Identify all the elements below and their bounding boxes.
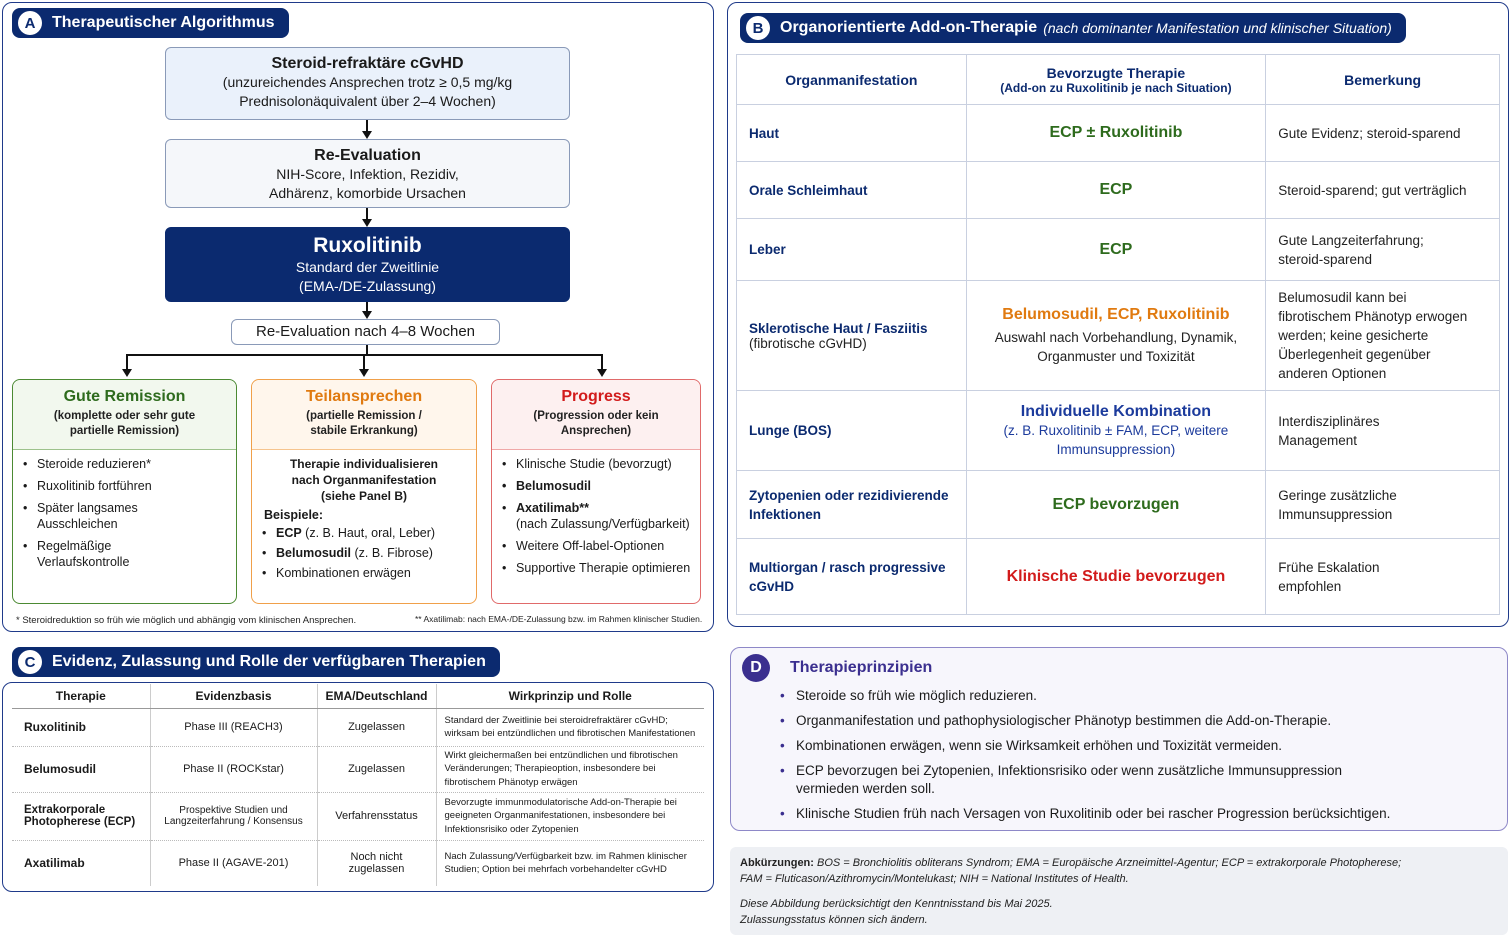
panel-c-title: Evidenz, Zulassung und Rolle der verfügbaren Therapien <box>52 653 486 670</box>
axatilimab-label: Axatilimab** <box>516 501 589 515</box>
therapy-cell: ECP <box>966 162 1266 219</box>
header-organ: Organmanifestation <box>737 55 967 105</box>
therapy-cell: Klinische Studie bevorzugen <box>966 539 1266 615</box>
panel-b-subtitle: (nach dominanter Manifestation und klinischer Situation) <box>1043 20 1392 36</box>
remark-cell: Gute Evidenz; steroid-sparend <box>1266 105 1500 162</box>
remark-cell: Geringe zusätzliche Immunsuppression <box>1266 471 1500 539</box>
arrow-3-head <box>362 311 372 319</box>
role-cell: Standard der Zweitlinie bei steroidrefraktärer cGvHD; wirksam bei entzündlichen und fibrotischen Manifestationen <box>436 708 704 746</box>
header-therapy-sub: (Add-on zu Ruxolitinib je nach Situation) <box>1000 80 1232 95</box>
axatilimab-note: (nach Zulassung/Verfügbarkeit) <box>516 517 690 531</box>
evidence-cell: Prospektive Studien und Langzeiterfahrung / Konsensus <box>150 792 317 840</box>
list-item: • Supportive Therapie optimieren <box>502 560 692 576</box>
list-item: • Klinische Studien früh nach Versagen von Ruxolitinib oder bei rascher Progression berücksichtigen. <box>778 805 1478 823</box>
therapy-cell: ECP bevorzugen <box>966 471 1266 539</box>
approval-cell: Verfahrensstatus <box>317 792 436 840</box>
panel-b-title: Organorientierte Add-on-Therapie <box>780 19 1038 36</box>
table-header-row <box>737 55 1500 105</box>
evidence-cell: Phase III (REACH3) <box>150 708 317 746</box>
steroid-refractory-line1: (unzureichendes Ansprechen trotz ≥ 0,5 mg/kg <box>222 74 513 90</box>
re-evaluation-line1: NIH-Score, Infektion, Rezidiv, <box>276 166 459 182</box>
therapy-cell: ECP ± Ruxolitinib <box>966 105 1266 162</box>
panel-a-header <box>12 8 289 38</box>
table-row <box>12 708 704 746</box>
examples-label: Beispiele: <box>264 508 324 522</box>
outcome-partial-response-sub2: stabile Erkrankung) <box>310 425 418 437</box>
branch-right-head <box>597 369 607 377</box>
panel-d-header <box>742 654 932 682</box>
organ-cell <box>737 281 967 391</box>
arrow-2-head <box>362 219 372 227</box>
list-item: • Ruxolitinib fortführen <box>23 478 228 494</box>
outcome-partial-response-title: Teilansprechen <box>305 388 423 405</box>
panel-a-letter: A <box>18 11 42 35</box>
abbr-note2: Zulassungsstatus können sich ändern. <box>740 914 928 926</box>
list-item: • Regelmäßige Verlaufskontrolle <box>23 538 143 570</box>
panel-d-title: Therapieprinzipien <box>790 659 933 676</box>
footnote-steroid: * Steroidreduktion so früh wie möglich und abhängig vom klinischen Ansprechen. <box>16 615 357 626</box>
steroid-refractory-line2: Prednisolonäquivalent über 2–4 Wochen) <box>239 93 496 109</box>
re-evaluation-4-8-box <box>231 319 500 345</box>
outcome-progress-sub2: Ansprechen) <box>560 425 632 437</box>
header-role: Wirkprinzip und Rolle <box>436 684 704 708</box>
list-item: • Weitere Off-label-Optionen <box>502 538 692 554</box>
therapy-cell: Axatilimab <box>12 840 150 886</box>
ruxolitinib-title: Ruxolitinib <box>313 234 422 257</box>
table-row <box>737 281 1500 391</box>
ruxolitinib-line1: Standard der Zweitlinie <box>295 259 440 275</box>
re-evaluation-4-8-label: Re-Evaluation nach 4–8 Wochen <box>255 323 476 340</box>
therapy-cell: Ruxolitinib <box>12 708 150 746</box>
table-row <box>12 792 704 840</box>
abbr-line1 <box>740 855 1498 871</box>
individualize-line1: Therapie individualisieren <box>289 457 439 471</box>
list-item: • Klinische Studie (bevorzugt) <box>502 456 692 472</box>
list-item <box>502 500 692 532</box>
outcome-partial-response-list <box>252 525 476 581</box>
therapy-name: Individuelle Kombination <box>1020 402 1212 420</box>
organ-cell: Lunge (BOS) <box>737 391 967 471</box>
evidence-table <box>12 684 704 886</box>
list-item: • Organmanifestation und pathophysiologischer Phänotyp bestimmen die Add-on-Therapie. <box>778 712 1478 730</box>
header-approval: EMA/Deutschland <box>317 684 436 708</box>
approval-cell: Zugelassen <box>317 746 436 792</box>
remark-cell: Belumosudil kann bei fibrotischem Phänotyp erwogen werden; keine gesicherte Überlegenheit gegenüber anderen Optionen <box>1266 281 1500 391</box>
item-rest: (z. B. Haut, oral, Leber) <box>301 526 436 540</box>
therapy-cell <box>966 281 1266 391</box>
list-item: • Steroide reduzieren* <box>23 456 228 472</box>
item-rest: (z. B. Fibrose) <box>351 546 433 560</box>
header-therapy-title: Bevorzugte Therapie <box>1046 64 1186 81</box>
remark-cell: Steroid-sparend; gut verträglich <box>1266 162 1500 219</box>
list-item: • ECP bevorzugen bei Zytopenien, Infektionsrisiko oder wenn zusätzliche Immunsuppression vermieden werden soll. <box>778 762 1368 798</box>
steroid-refractory-box <box>165 47 570 120</box>
principles-list <box>778 687 1478 830</box>
therapy-cell: Belumosudil <box>12 746 150 792</box>
abbr-label: Abkürzungen: <box>740 857 814 869</box>
panel-b-header <box>740 13 1406 43</box>
table-row <box>12 840 704 886</box>
outcome-partial-response-head <box>252 380 476 450</box>
table-row <box>737 539 1500 615</box>
abbr-text2: FAM = Fluticason/Azithromycin/Montelukast; NIH = National Institutes of Health. <box>740 873 1129 885</box>
role-cell: Nach Zulassung/Verfügbarkeit bzw. im Rahmen klinischer Studien; Option bei mehrfach vorbehandelter cGvHD <box>436 840 704 886</box>
organ-cell: Orale Schleimhaut <box>737 162 967 219</box>
outcome-progress-list <box>492 456 700 576</box>
outcome-progress-title: Progress <box>561 388 631 405</box>
table-row <box>737 219 1500 281</box>
individualize-text <box>252 456 476 504</box>
item-bold: ECP <box>276 526 302 540</box>
evidence-cell: Phase II (ROCKstar) <box>150 746 317 792</box>
outcome-good-remission-title: Gute Remission <box>63 388 186 405</box>
role-cell: Bevorzugte immunmodulatorische Add-on-Therapie bei geeigneten Organmanifestationen, insbesondere bei Infektionsrisiko oder Zytopenien <box>436 792 704 840</box>
list-item <box>262 545 468 561</box>
individualize-line2: nach Organmanifestation <box>291 473 437 487</box>
list-item: • Steroide so früh wie möglich reduzieren. <box>778 687 1478 705</box>
outcome-progress <box>491 379 701 604</box>
table-header-row <box>12 684 704 708</box>
branch-mid <box>363 354 365 370</box>
header-therapy: Therapie <box>12 684 150 708</box>
header-evidence: Evidenzbasis <box>150 684 317 708</box>
organ-cell: Leber <box>737 219 967 281</box>
arrow-1-head <box>362 131 372 139</box>
panel-d-letter: D <box>742 654 770 682</box>
abbreviations-box <box>730 847 1508 935</box>
panel-b-letter: B <box>746 16 770 40</box>
ruxolitinib-box <box>165 227 570 302</box>
panel-c-header <box>12 647 500 677</box>
remark-cell: Gute Langzeiterfahrung; steroid-sparend <box>1266 219 1500 281</box>
remark-cell: Frühe Eskalation empfohlen <box>1266 539 1500 615</box>
re-evaluation-line2: Adhärenz, komorbide Ursachen <box>269 185 466 201</box>
table-row <box>737 471 1500 539</box>
outcome-good-remission-head <box>13 380 236 450</box>
header-remark: Bemerkung <box>1266 55 1500 105</box>
remark-cell: Interdisziplinäres Management <box>1266 391 1500 471</box>
organ-name: Sklerotische Haut / Fasziitis <box>749 320 928 336</box>
list-item <box>262 525 468 541</box>
outcome-partial-response-sub1: (partielle Remission / <box>306 410 422 422</box>
approval-cell: Zugelassen <box>317 708 436 746</box>
panel-c-letter: C <box>18 650 42 674</box>
role-cell: Wirkt gleichermaßen bei entzündlichen und fibrotischen Veränderungen; Therapieoption, insbesondere bei fibrotischem Phänotyp erwägen <box>436 746 704 792</box>
branch-right <box>601 354 603 370</box>
individualize-line3: (siehe Panel B) <box>320 489 408 503</box>
outcome-progress-head <box>492 380 700 450</box>
outcome-progress-sub1: (Progression oder kein <box>533 410 659 422</box>
list-item: • Später langsames Ausschleichen <box>23 500 153 532</box>
outcome-good-remission-sub1: (komplette oder sehr gute <box>53 410 196 422</box>
therapy-sub: (z. B. Ruxolitinib ± FAM, ECP, weitere Immunsuppression) <box>1003 422 1229 457</box>
therapy-cell: ECP <box>966 219 1266 281</box>
abbr-note1: Diese Abbildung berücksichtigt den Kenntnisstand bis Mai 2025. <box>740 898 1053 910</box>
therapy-sub: Auswahl nach Vorbehandlung, Dynamik, Organmuster und Toxizität <box>994 329 1238 364</box>
approval-cell: Noch nicht zugelassen <box>317 840 436 886</box>
footnote-axatilimab: ** Axatilimab: nach EMA-/DE-Zulassung bzw. im Rahmen klinischer Studien. <box>415 614 703 624</box>
branch-mid-head <box>359 369 369 377</box>
outcome-good-remission-list <box>13 456 236 570</box>
abbr-text1: BOS = Bronchiolitis obliterans Syndrom; EMA = Europäische Arzneimittel-Agentur; ECP = extrakorporale Photopherese; <box>813 857 1402 869</box>
organ-cell: Zytopenien oder rezidivierende Infektionen <box>737 471 967 539</box>
table-row <box>737 105 1500 162</box>
organ-therapy-table <box>736 54 1500 615</box>
list-item: • Belumosudil <box>502 478 692 494</box>
table-row <box>12 746 704 792</box>
ruxolitinib-line2: (EMA-/DE-Zulassung) <box>299 278 436 294</box>
organ-sub: (fibrotische cGvHD) <box>749 335 867 351</box>
re-evaluation-box <box>165 139 570 208</box>
table-row <box>737 162 1500 219</box>
re-evaluation-title: Re-Evaluation <box>314 147 421 164</box>
branch-left-head <box>122 369 132 377</box>
therapy-name: Belumosudil, ECP, Ruxolitinib <box>1002 305 1230 323</box>
therapy-cell: Extrakorporale Photopherese (ECP) <box>12 792 150 840</box>
outcome-partial-response <box>251 379 477 604</box>
outcome-good-remission-sub2: partielle Remission) <box>69 425 180 437</box>
item-bold: Belumosudil <box>276 546 352 560</box>
branch-left <box>126 354 128 370</box>
header-therapy <box>966 55 1266 105</box>
steroid-refractory-title: Steroid-refraktäre cGvHD <box>271 55 464 72</box>
organ-cell: Haut <box>737 105 967 162</box>
organ-cell: Multiorgan / rasch progressive cGvHD <box>737 539 967 615</box>
item-rest: Kombinationen erwägen <box>276 566 411 580</box>
evidence-cell: Phase II (AGAVE-201) <box>150 840 317 886</box>
table-row <box>737 391 1500 471</box>
list-item <box>262 565 468 581</box>
list-item: • Kombinationen erwägen, wenn sie Wirksamkeit erhöhen und Toxizität vermeiden. <box>778 737 1478 755</box>
outcome-good-remission <box>12 379 237 604</box>
therapy-cell <box>966 391 1266 471</box>
panel-a-title: Therapeutischer Algorithmus <box>52 14 275 31</box>
